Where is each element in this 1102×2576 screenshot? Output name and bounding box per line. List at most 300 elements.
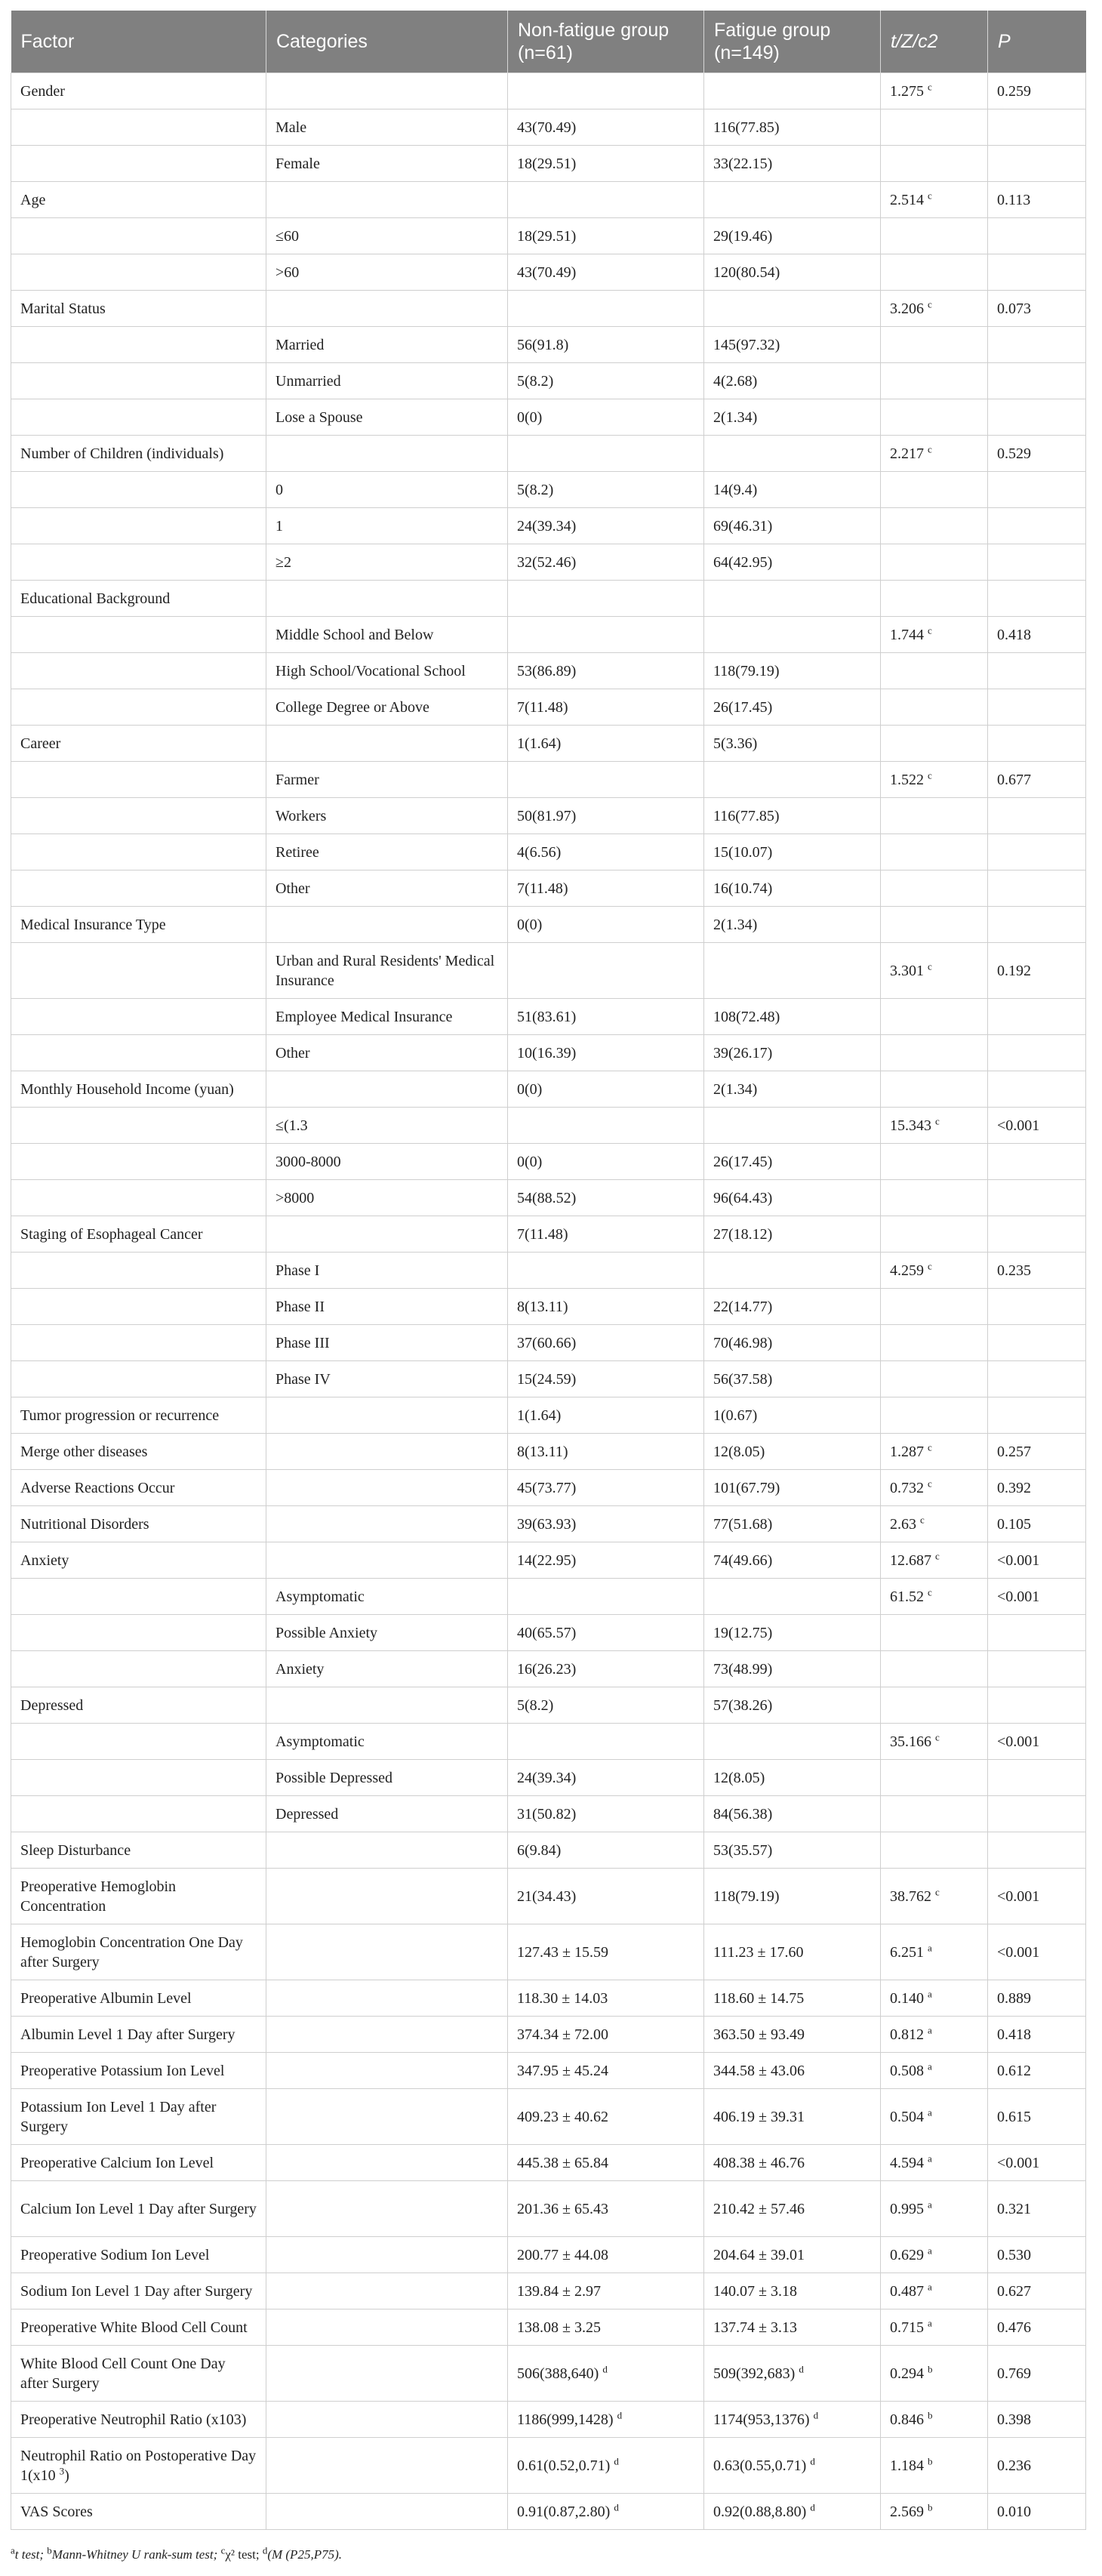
p-value-cell xyxy=(988,218,1086,254)
table-row xyxy=(11,617,1086,653)
category-cell: Middle School and Below xyxy=(266,617,508,653)
statistic-cell xyxy=(881,218,988,254)
p-value-cell: 0.010 xyxy=(988,2494,1086,2530)
statistic-cell xyxy=(881,544,988,581)
p-value-cell xyxy=(988,689,1086,726)
p-value-cell xyxy=(988,327,1086,363)
fatigue-cell xyxy=(704,291,881,327)
statistic-cell xyxy=(881,472,988,508)
category-cell: Depressed xyxy=(266,1796,508,1832)
non-fatigue-cell: 37(60.66) xyxy=(508,1325,704,1361)
category-cell: Retiree xyxy=(266,834,508,870)
p-value-cell: 0.259 xyxy=(988,73,1086,109)
category-cell: Phase II xyxy=(266,1289,508,1325)
non-fatigue-cell: 0(0) xyxy=(508,1071,704,1108)
non-fatigue-cell xyxy=(508,943,704,999)
non-fatigue-cell: 0.91(0.87,2.80) $^d$ xyxy=(508,2494,704,2530)
category-cell xyxy=(266,1869,508,1924)
fatigue-cell xyxy=(704,581,881,617)
statistic-cell: 4.259 $^c$ xyxy=(881,1253,988,1289)
statistic-cell: 38.762 $^c$ xyxy=(881,1869,988,1924)
category-cell xyxy=(266,2346,508,2402)
non-fatigue-cell xyxy=(508,1108,704,1144)
factor-cell: Preoperative Calcium Ion Level xyxy=(11,2145,266,2181)
factor-cell xyxy=(11,363,266,399)
non-fatigue-cell: 43(70.49) xyxy=(508,109,704,146)
non-fatigue-cell: 1186(999,1428) $^d$ xyxy=(508,2402,704,2438)
table-row xyxy=(11,907,1086,943)
category-cell xyxy=(266,2402,508,2438)
non-fatigue-cell: 21(34.43) xyxy=(508,1869,704,1924)
category-cell: High School/Vocational School xyxy=(266,653,508,689)
table-row xyxy=(11,1542,1086,1579)
fatigue-cell xyxy=(704,1579,881,1615)
table-row xyxy=(11,254,1086,291)
fatigue-cell: 57(38.26) xyxy=(704,1687,881,1724)
statistic-cell: 0.846 $^b$ xyxy=(881,2402,988,2438)
fatigue-cell xyxy=(704,73,881,109)
table-row xyxy=(11,182,1086,218)
non-fatigue-cell: 54(88.52) xyxy=(508,1180,704,1216)
category-cell: Phase IV xyxy=(266,1361,508,1397)
header-row xyxy=(11,11,1086,73)
p-value-cell xyxy=(988,581,1086,617)
category-cell xyxy=(266,1980,508,2017)
factor-cell xyxy=(11,834,266,870)
category-cell xyxy=(266,2273,508,2309)
statistic-cell xyxy=(881,1035,988,1071)
statistic-cell xyxy=(881,581,988,617)
non-fatigue-cell: 8(13.11) xyxy=(508,1289,704,1325)
category-cell xyxy=(266,2017,508,2053)
fatigue-cell: 5(3.36) xyxy=(704,726,881,762)
fatigue-cell: 111.23 ± 17.60 xyxy=(704,1924,881,1980)
category-cell: 3000-8000 xyxy=(266,1144,508,1180)
p-value-cell: <0.001 xyxy=(988,1924,1086,1980)
statistic-cell xyxy=(881,109,988,146)
table-row xyxy=(11,327,1086,363)
statistic-cell: 12.687 $^c$ xyxy=(881,1542,988,1579)
fatigue-cell: 2(1.34) xyxy=(704,1071,881,1108)
category-cell xyxy=(266,1832,508,1869)
p-value-cell: 0.476 xyxy=(988,2309,1086,2346)
fatigue-cell: 74(49.66) xyxy=(704,1542,881,1579)
non-fatigue-cell: 31(50.82) xyxy=(508,1796,704,1832)
p-value-cell: 0.627 xyxy=(988,2273,1086,2309)
table-row xyxy=(11,1434,1086,1470)
statistic-cell: 2.63 $^c$ xyxy=(881,1506,988,1542)
statistic-cell: 2.217 $^c$ xyxy=(881,436,988,472)
table-row xyxy=(11,1180,1086,1216)
non-fatigue-cell: 0(0) xyxy=(508,1144,704,1180)
fatigue-cell: 22(14.77) xyxy=(704,1289,881,1325)
table-row xyxy=(11,399,1086,436)
statistic-cell xyxy=(881,363,988,399)
header-non-fatigue: Non-fatigue group (n=61) xyxy=(508,11,704,73)
fatigue-cell: 15(10.07) xyxy=(704,834,881,870)
fatigue-cell: 29(19.46) xyxy=(704,218,881,254)
non-fatigue-cell: 139.84 ± 2.97 xyxy=(508,2273,704,2309)
category-cell: College Degree or Above xyxy=(266,689,508,726)
table-row xyxy=(11,544,1086,581)
p-value-cell: 0.398 xyxy=(988,2402,1086,2438)
category-cell: 1 xyxy=(266,508,508,544)
p-value-cell xyxy=(988,870,1086,907)
fatigue-cell: 509(392,683) $^d$ xyxy=(704,2346,881,2402)
factor-cell xyxy=(11,1615,266,1651)
factor-cell xyxy=(11,1361,266,1397)
fatigue-cell: 26(17.45) xyxy=(704,689,881,726)
category-cell: Male xyxy=(266,109,508,146)
table-row xyxy=(11,2237,1086,2273)
non-fatigue-cell xyxy=(508,182,704,218)
table-row xyxy=(11,943,1086,999)
p-value-cell xyxy=(988,544,1086,581)
p-value-cell: <0.001 xyxy=(988,1724,1086,1760)
table-row xyxy=(11,2181,1086,2237)
p-value-cell xyxy=(988,1144,1086,1180)
factor-cell xyxy=(11,109,266,146)
table-row xyxy=(11,436,1086,472)
non-fatigue-cell: 506(388,640) $^d$ xyxy=(508,2346,704,2402)
fatigue-cell: 73(48.99) xyxy=(704,1651,881,1687)
category-cell xyxy=(266,1924,508,1980)
statistic-cell: 0.294 $^b$ xyxy=(881,2346,988,2402)
fatigue-cell: 84(56.38) xyxy=(704,1796,881,1832)
p-value-cell: 0.073 xyxy=(988,291,1086,327)
category-cell xyxy=(266,1071,508,1108)
non-fatigue-cell xyxy=(508,1253,704,1289)
fatigue-cell: 118(79.19) xyxy=(704,1869,881,1924)
table-row xyxy=(11,1724,1086,1760)
factor-cell: Albumin Level 1 Day after Surgery xyxy=(11,2017,266,2053)
statistic-cell xyxy=(881,1687,988,1724)
p-value-cell: 0.392 xyxy=(988,1470,1086,1506)
factor-cell: Gender xyxy=(11,73,266,109)
fatigue-cell: 64(42.95) xyxy=(704,544,881,581)
non-fatigue-cell: 0.61(0.52,0.71) $^d$ xyxy=(508,2438,704,2494)
non-fatigue-cell: 15(24.59) xyxy=(508,1361,704,1397)
table-row xyxy=(11,2053,1086,2089)
table-row xyxy=(11,2145,1086,2181)
category-cell xyxy=(266,581,508,617)
statistic-cell xyxy=(881,1289,988,1325)
fatigue-cell: 77(51.68) xyxy=(704,1506,881,1542)
statistic-cell xyxy=(881,1216,988,1253)
non-fatigue-cell xyxy=(508,617,704,653)
category-cell xyxy=(266,726,508,762)
non-fatigue-cell: 53(86.89) xyxy=(508,653,704,689)
p-value-cell: 0.418 xyxy=(988,2017,1086,2053)
category-cell: Possible Anxiety xyxy=(266,1615,508,1651)
fatigue-cell: 19(12.75) xyxy=(704,1615,881,1651)
factor-cell xyxy=(11,798,266,834)
category-cell xyxy=(266,2237,508,2273)
table-row xyxy=(11,1924,1086,1980)
fatigue-cell: 27(18.12) xyxy=(704,1216,881,1253)
statistic-cell: 4.594 $^a$ xyxy=(881,2145,988,2181)
statistic-cell: 61.52 $^c$ xyxy=(881,1579,988,1615)
table-row xyxy=(11,1361,1086,1397)
factor-cell: Medical Insurance Type xyxy=(11,907,266,943)
fatigue-cell xyxy=(704,1253,881,1289)
fatigue-cell: 53(35.57) xyxy=(704,1832,881,1869)
category-cell xyxy=(266,2309,508,2346)
table-row xyxy=(11,1397,1086,1434)
non-fatigue-cell xyxy=(508,1724,704,1760)
p-value-cell xyxy=(988,798,1086,834)
factor-cell: Preoperative Albumin Level xyxy=(11,1980,266,2017)
non-fatigue-cell: 18(29.51) xyxy=(508,218,704,254)
category-cell: Asymptomatic xyxy=(266,1724,508,1760)
non-fatigue-cell: 200.77 ± 44.08 xyxy=(508,2237,704,2273)
statistic-cell xyxy=(881,508,988,544)
category-cell: Farmer xyxy=(266,762,508,798)
category-cell: ≤(1.3 xyxy=(266,1108,508,1144)
category-cell xyxy=(266,1434,508,1470)
category-cell xyxy=(266,1216,508,1253)
p-value-cell xyxy=(988,907,1086,943)
non-fatigue-cell: 39(63.93) xyxy=(508,1506,704,1542)
category-cell: Urban and Rural Residents' Medical Insurance xyxy=(266,943,508,999)
fatigue-cell: 96(64.43) xyxy=(704,1180,881,1216)
header-p-value: P xyxy=(988,11,1086,73)
factor-cell: Number of Children (individuals) xyxy=(11,436,266,472)
category-cell xyxy=(266,73,508,109)
non-fatigue-cell: 409.23 ± 40.62 xyxy=(508,2089,704,2145)
factor-cell xyxy=(11,762,266,798)
table-row xyxy=(11,1216,1086,1253)
statistic-cell xyxy=(881,870,988,907)
non-fatigue-cell: 50(81.97) xyxy=(508,798,704,834)
table-row xyxy=(11,2346,1086,2402)
table-row xyxy=(11,2494,1086,2530)
p-value-cell xyxy=(988,726,1086,762)
factor-cell: Marital Status xyxy=(11,291,266,327)
factor-cell xyxy=(11,146,266,182)
category-cell xyxy=(266,2494,508,2530)
non-fatigue-cell: 5(8.2) xyxy=(508,1687,704,1724)
fatigue-cell: 1174(953,1376) $^d$ xyxy=(704,2402,881,2438)
fatigue-cell: 0.92(0.88,8.80) $^d$ xyxy=(704,2494,881,2530)
p-value-cell: 0.530 xyxy=(988,2237,1086,2273)
non-fatigue-cell: 0(0) xyxy=(508,399,704,436)
category-cell xyxy=(266,436,508,472)
fatigue-cell: 116(77.85) xyxy=(704,109,881,146)
table-row xyxy=(11,1144,1086,1180)
table-row xyxy=(11,2089,1086,2145)
non-fatigue-cell: 118.30 ± 14.03 xyxy=(508,1980,704,2017)
fatigue-cell: 39(26.17) xyxy=(704,1035,881,1071)
non-fatigue-cell: 347.95 ± 45.24 xyxy=(508,2053,704,2089)
fatigue-cell: 12(8.05) xyxy=(704,1760,881,1796)
header-factor: Factor xyxy=(11,11,266,73)
fatigue-cell: 33(22.15) xyxy=(704,146,881,182)
statistic-cell: 1.275 $^c$ xyxy=(881,73,988,109)
fatigue-cell: 204.64 ± 39.01 xyxy=(704,2237,881,2273)
statistic-cell: 0.732 $^c$ xyxy=(881,1470,988,1506)
non-fatigue-cell: 201.36 ± 65.43 xyxy=(508,2181,704,2237)
category-cell: Married xyxy=(266,327,508,363)
factor-cell: Preoperative Potassium Ion Level xyxy=(11,2053,266,2089)
category-cell: Other xyxy=(266,870,508,907)
statistic-cell: 3.301 $^c$ xyxy=(881,943,988,999)
table-row xyxy=(11,1506,1086,1542)
header-statistic: t/Z/c2 xyxy=(881,11,988,73)
table-row xyxy=(11,1980,1086,2017)
table-row xyxy=(11,1325,1086,1361)
table-row xyxy=(11,581,1086,617)
category-cell xyxy=(266,2089,508,2145)
factor-cell xyxy=(11,1796,266,1832)
table-row xyxy=(11,1796,1086,1832)
non-fatigue-cell: 1(1.64) xyxy=(508,1397,704,1434)
fatigue-cell: 2(1.34) xyxy=(704,907,881,943)
factor-cell: Adverse Reactions Occur xyxy=(11,1470,266,1506)
statistic-cell: 0.715 $^a$ xyxy=(881,2309,988,2346)
statistic-cell xyxy=(881,798,988,834)
table-row xyxy=(11,762,1086,798)
factor-cell: Neutrophil Ratio on Postoperative Day 1(x10 $^3$) xyxy=(11,2438,266,2494)
p-value-cell xyxy=(988,1180,1086,1216)
footnote: $^a$t test; $^b$Mann-Whitney U rank-sum test; $^c$χ² test; $^d$(M (P25,P75). xyxy=(11,2544,342,2562)
table-row xyxy=(11,73,1086,109)
category-cell: Unmarried xyxy=(266,363,508,399)
fatigue-cell: 118(79.19) xyxy=(704,653,881,689)
fatigue-cell: 70(46.98) xyxy=(704,1325,881,1361)
fatigue-cell: 14(9.4) xyxy=(704,472,881,508)
p-value-cell xyxy=(988,146,1086,182)
non-fatigue-cell: 32(52.46) xyxy=(508,544,704,581)
statistic-cell xyxy=(881,1651,988,1687)
category-cell xyxy=(266,1687,508,1724)
factor-cell: VAS Scores xyxy=(11,2494,266,2530)
factor-cell xyxy=(11,218,266,254)
fatigue-cell: 363.50 ± 93.49 xyxy=(704,2017,881,2053)
table-row xyxy=(11,109,1086,146)
category-cell: Phase I xyxy=(266,1253,508,1289)
table-row xyxy=(11,1687,1086,1724)
p-value-cell: 0.257 xyxy=(988,1434,1086,1470)
statistic-cell: 35.166 $^c$ xyxy=(881,1724,988,1760)
statistic-cell: 0.508 $^a$ xyxy=(881,2053,988,2089)
table-row xyxy=(11,1253,1086,1289)
table-row xyxy=(11,653,1086,689)
factor-cell: Calcium Ion Level 1 Day after Surgery xyxy=(11,2181,266,2237)
category-cell xyxy=(266,1542,508,1579)
statistic-cell xyxy=(881,1615,988,1651)
p-value-cell xyxy=(988,1615,1086,1651)
table-row xyxy=(11,870,1086,907)
fatigue-cell: 406.19 ± 39.31 xyxy=(704,2089,881,2145)
non-fatigue-cell: 45(73.77) xyxy=(508,1470,704,1506)
statistic-cell xyxy=(881,254,988,291)
category-cell xyxy=(266,291,508,327)
factor-cell: Preoperative Neutrophil Ratio (x103) xyxy=(11,2402,266,2438)
category-cell xyxy=(266,1470,508,1506)
category-cell: Female xyxy=(266,146,508,182)
fatigue-cell: 210.42 ± 57.46 xyxy=(704,2181,881,2237)
p-value-cell xyxy=(988,254,1086,291)
factor-cell xyxy=(11,689,266,726)
category-cell: ≥2 xyxy=(266,544,508,581)
statistic-cell: 0.812 $^a$ xyxy=(881,2017,988,2053)
factor-cell xyxy=(11,653,266,689)
non-fatigue-cell: 10(16.39) xyxy=(508,1035,704,1071)
table-row xyxy=(11,1615,1086,1651)
factor-cell xyxy=(11,1144,266,1180)
p-value-cell xyxy=(988,1397,1086,1434)
category-cell: Phase III xyxy=(266,1325,508,1361)
statistic-cell xyxy=(881,1760,988,1796)
p-value-cell xyxy=(988,508,1086,544)
category-cell xyxy=(266,2053,508,2089)
category-cell: Employee Medical Insurance xyxy=(266,999,508,1035)
statistic-cell: 1.287 $^c$ xyxy=(881,1434,988,1470)
statistic-cell: 1.184 $^b$ xyxy=(881,2438,988,2494)
table-row xyxy=(11,2438,1086,2494)
factor-cell: Age xyxy=(11,182,266,218)
fatigue-cell: 118.60 ± 14.75 xyxy=(704,1980,881,2017)
fatigue-cell: 120(80.54) xyxy=(704,254,881,291)
category-cell xyxy=(266,2145,508,2181)
p-value-cell xyxy=(988,1832,1086,1869)
fatigue-cell xyxy=(704,436,881,472)
statistic-cell: 1.522 $^c$ xyxy=(881,762,988,798)
table-row xyxy=(11,1760,1086,1796)
non-fatigue-cell xyxy=(508,436,704,472)
factor-cell: Preoperative Hemoglobin Concentration xyxy=(11,1869,266,1924)
p-value-cell xyxy=(988,1796,1086,1832)
statistic-cell xyxy=(881,1361,988,1397)
factor-cell: Nutritional Disorders xyxy=(11,1506,266,1542)
fatigue-cell xyxy=(704,1724,881,1760)
p-value-cell: <0.001 xyxy=(988,1579,1086,1615)
factor-cell xyxy=(11,1108,266,1144)
statistic-cell: 15.343 $^c$ xyxy=(881,1108,988,1144)
p-value-cell: 0.105 xyxy=(988,1506,1086,1542)
statistic-cell: 0.487 $^a$ xyxy=(881,2273,988,2309)
statistic-cell xyxy=(881,146,988,182)
fatigue-cell: 408.38 ± 46.76 xyxy=(704,2145,881,2181)
fatigue-cell: 101(67.79) xyxy=(704,1470,881,1506)
factor-cell xyxy=(11,617,266,653)
non-fatigue-cell: 5(8.2) xyxy=(508,363,704,399)
fatigue-cell: 140.07 ± 3.18 xyxy=(704,2273,881,2309)
table-row xyxy=(11,1470,1086,1506)
p-value-cell: 0.418 xyxy=(988,617,1086,653)
factor-cell xyxy=(11,1289,266,1325)
table-row xyxy=(11,1035,1086,1071)
p-value-cell xyxy=(988,1361,1086,1397)
non-fatigue-cell: 51(83.61) xyxy=(508,999,704,1035)
fatigue-cell: 26(17.45) xyxy=(704,1144,881,1180)
statistic-cell: 0.995 $^a$ xyxy=(881,2181,988,2237)
p-value-cell: 0.612 xyxy=(988,2053,1086,2089)
category-cell: Possible Depressed xyxy=(266,1760,508,1796)
table-row xyxy=(11,1579,1086,1615)
table-row xyxy=(11,1071,1086,1108)
non-fatigue-cell: 445.38 ± 65.84 xyxy=(508,2145,704,2181)
category-cell xyxy=(266,182,508,218)
factor-cell: Educational Background xyxy=(11,581,266,617)
fatigue-cell xyxy=(704,762,881,798)
p-value-cell: 0.615 xyxy=(988,2089,1086,2145)
statistic-cell xyxy=(881,907,988,943)
fatigue-cell: 344.58 ± 43.06 xyxy=(704,2053,881,2089)
table-row xyxy=(11,834,1086,870)
factor-cell: Merge other diseases xyxy=(11,1434,266,1470)
